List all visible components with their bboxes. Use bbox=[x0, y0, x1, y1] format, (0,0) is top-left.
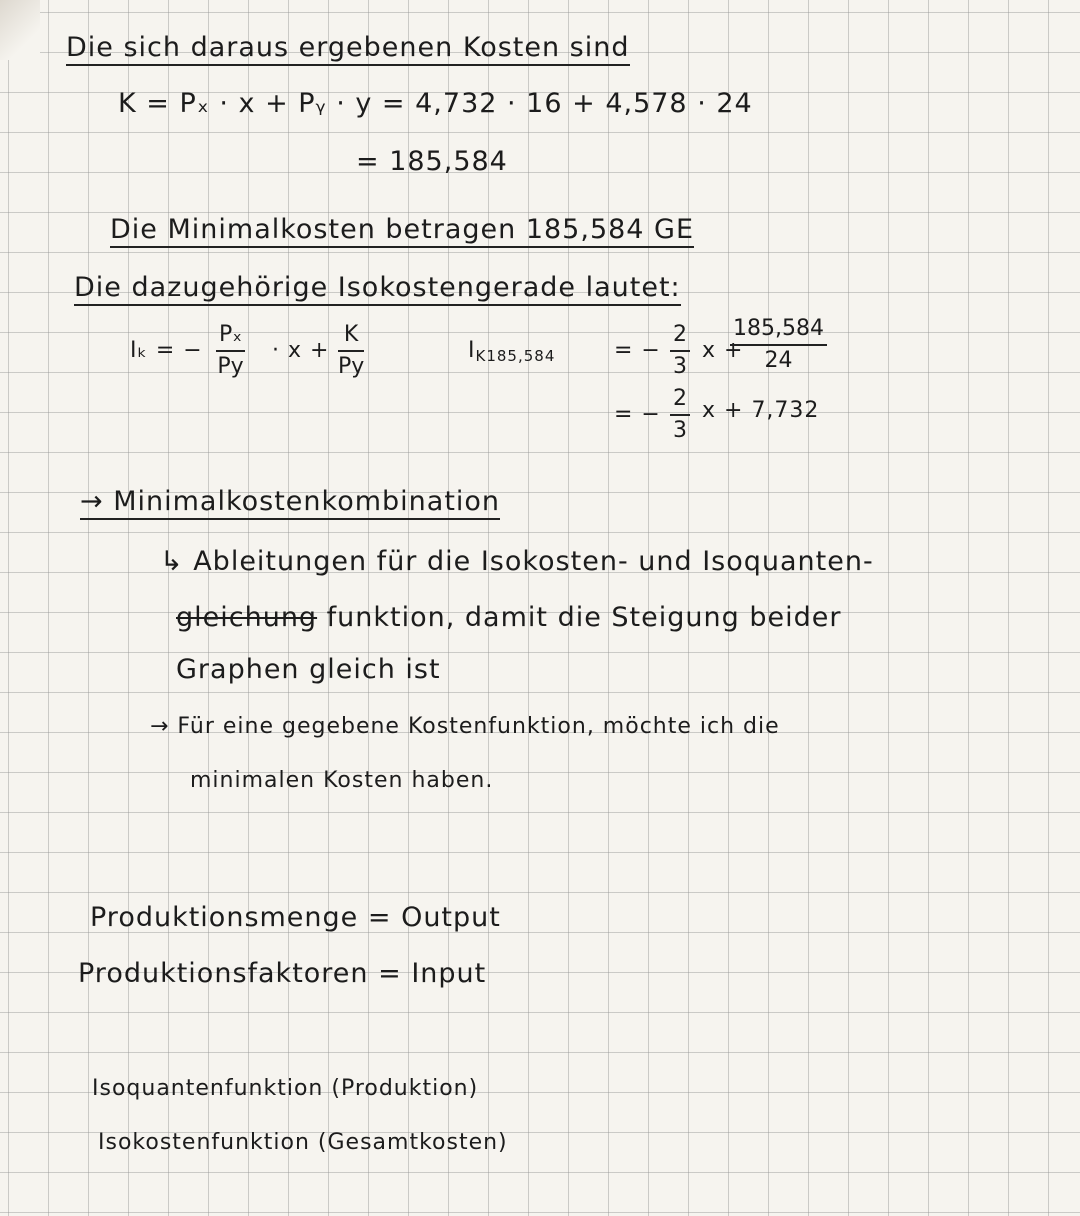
page-corner-fold bbox=[0, 0, 40, 60]
fraction-numerator: 185,584 bbox=[730, 318, 827, 346]
fraction-denominator: 3 bbox=[673, 354, 687, 379]
fraction-numerator: 2 bbox=[670, 388, 690, 416]
isocost-lhs bbox=[468, 340, 555, 364]
cost-equation: K = Pₓ · x + Pᵧ · y = 4,732 · 16 + 4,578 · 24 bbox=[118, 88, 753, 119]
fraction-k-py bbox=[338, 324, 364, 378]
derivation-line-2-text: funktion, damit die Steigung beider bbox=[317, 602, 842, 633]
calc-eq1: = − bbox=[614, 338, 661, 363]
fraction-px-py bbox=[216, 324, 245, 378]
fraction-denominator: Py bbox=[217, 354, 244, 379]
fraction-numerator: Pₓ bbox=[216, 324, 245, 352]
struck-word: gleichung bbox=[176, 602, 318, 633]
derivation-line-1: ↳ Ableitungen für die Isokosten- und Isoquanten- bbox=[160, 546, 874, 577]
definition-input: Produktionsfaktoren = Input bbox=[78, 958, 487, 989]
note-line-1: → Für eine gegebene Kostenfunktion, möchte ich die bbox=[150, 714, 780, 739]
fraction-denominator: 3 bbox=[673, 418, 687, 443]
formula-mid: · x + bbox=[272, 338, 330, 363]
note-line-2: minimalen Kosten haben. bbox=[190, 768, 494, 793]
intro-line: Die sich daraus ergebenen Kosten sind bbox=[66, 34, 630, 66]
calc-result: x + 7,732 bbox=[702, 398, 820, 423]
fraction-two-thirds bbox=[670, 324, 690, 378]
definition-output: Produktionsmenge = Output bbox=[90, 902, 501, 933]
minimal-cost-statement: Die Minimalkosten betragen 185,584 GE bbox=[110, 216, 694, 248]
fraction-cost-over-py bbox=[730, 318, 827, 372]
isocost-subscript: K185,584 bbox=[475, 347, 556, 365]
isocost-intro: Die dazugehörige Isokostengerade lautet: bbox=[74, 274, 681, 306]
calc-x-plus: x + bbox=[702, 338, 744, 363]
fraction-two-thirds-2 bbox=[670, 388, 690, 442]
isocost-symbol: I bbox=[468, 338, 476, 363]
cost-result: = 185,584 bbox=[356, 146, 508, 177]
heading-minimalkostenkombination: → Minimalkostenkombination bbox=[80, 488, 500, 520]
isocost-function: Isokostenfunktion (Gesamtkosten) bbox=[98, 1130, 508, 1155]
isoquant-function: Isoquantenfunktion (Produktion) bbox=[92, 1076, 479, 1101]
fraction-numerator: 2 bbox=[670, 324, 690, 352]
fraction-denominator: 24 bbox=[764, 348, 793, 373]
formula-lhs: Iₖ = − bbox=[130, 338, 203, 363]
derivation-line-2 bbox=[176, 604, 841, 631]
fraction-numerator: K bbox=[338, 324, 364, 352]
fraction-denominator: Py bbox=[338, 354, 365, 379]
derivation-line-3: Graphen gleich ist bbox=[176, 654, 441, 685]
calc-eq2: = − bbox=[614, 402, 661, 427]
